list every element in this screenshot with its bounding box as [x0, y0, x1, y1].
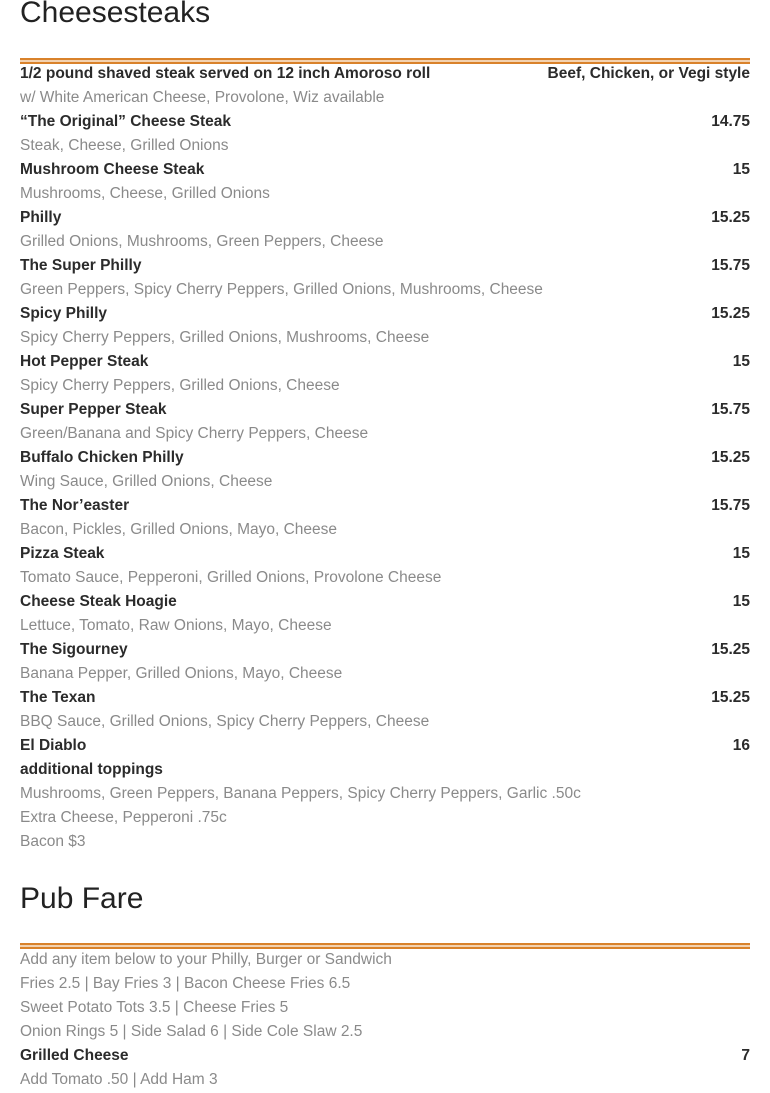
item-name: Pizza Steak — [20, 545, 105, 562]
topping-line: Extra Cheese, Pepperoni .75c — [20, 809, 227, 826]
item-description: Banana Pepper, Grilled Onions, Mayo, Cheese — [20, 665, 343, 682]
pub-fare-note: Sweet Potato Tots 3.5 | Cheese Fries 5 — [20, 999, 289, 1016]
item-name: Grilled Cheese — [20, 1047, 129, 1064]
section-title: Pub Fare — [20, 882, 144, 915]
item-description: Wing Sauce, Grilled Onions, Cheese — [20, 473, 273, 490]
item-description: Green Peppers, Spicy Cherry Peppers, Grilled Onions, Mushrooms, Cheese — [20, 281, 543, 298]
item-name: Buffalo Chicken Philly — [20, 449, 184, 466]
item-description: Lettuce, Tomato, Raw Onions, Mayo, Cheese — [20, 617, 332, 634]
topping-line: Mushrooms, Green Peppers, Banana Peppers, Spicy Cherry Peppers, Garlic .50c — [20, 785, 581, 802]
menu-item — [20, 638, 750, 686]
intro-row — [20, 62, 750, 86]
item-description: BBQ Sauce, Grilled Onions, Spicy Cherry Peppers, Cheese — [20, 713, 430, 730]
item-name: Hot Pepper Steak — [20, 353, 149, 370]
menu-item — [20, 686, 750, 734]
item-name: Philly — [20, 209, 62, 226]
item-price: 15 — [732, 545, 750, 562]
item-price: 15 — [732, 593, 750, 610]
menu-item — [20, 302, 750, 350]
item-name: The Super Philly — [20, 257, 142, 274]
pub-fare-note: Add any item below to your Philly, Burger or Sandwich — [20, 951, 392, 968]
menu-item — [20, 158, 750, 206]
item-name: Super Pepper Steak — [20, 401, 167, 418]
menu-item — [20, 494, 750, 542]
item-price: 15.25 — [711, 449, 750, 466]
item-description: Green/Banana and Spicy Cherry Peppers, Cheese — [20, 425, 369, 442]
item-description: Mushrooms, Cheese, Grilled Onions — [20, 185, 270, 202]
item-description: Add Tomato .50 | Add Ham 3 — [20, 1071, 218, 1088]
menu-item — [20, 398, 750, 446]
item-name: “The Original” Cheese Steak — [20, 113, 232, 130]
additional-toppings — [20, 758, 750, 854]
item-description: Steak, Cheese, Grilled Onions — [20, 137, 229, 154]
menu-item — [20, 350, 750, 398]
item-description: Bacon, Pickles, Grilled Onions, Mayo, Cheese — [20, 521, 338, 538]
section-title: Cheesesteaks — [20, 0, 211, 29]
item-name: Cheese Steak Hoagie — [20, 593, 177, 610]
item-description: Tomato Sauce, Pepperoni, Grilled Onions, Provolone Cheese — [20, 569, 442, 586]
menu-item — [20, 734, 750, 758]
menu-item — [20, 254, 750, 302]
item-price: 15.75 — [711, 497, 750, 514]
item-name: Spicy Philly — [20, 305, 108, 322]
menu-item — [20, 590, 750, 638]
menu-item — [20, 542, 750, 590]
intro-text: 1/2 pound shaved steak served on 12 inch Amoroso roll — [20, 65, 431, 82]
item-price: 15.25 — [711, 641, 750, 658]
item-price: 14.75 — [711, 113, 750, 130]
item-price: 15.25 — [711, 689, 750, 706]
toppings-heading: additional toppings — [20, 761, 163, 778]
item-price: 15 — [732, 161, 750, 178]
item-price: 15.25 — [711, 305, 750, 322]
menu-item — [20, 446, 750, 494]
item-name: The Nor’easter — [20, 497, 130, 514]
style-options: Beef, Chicken, or Vegi style — [547, 65, 750, 82]
item-price: 15.25 — [711, 209, 750, 226]
item-price: 15.75 — [711, 401, 750, 418]
item-name: El Diablo — [20, 737, 87, 754]
menu-item — [20, 110, 750, 158]
topping-line: Bacon $3 — [20, 833, 86, 850]
menu-item — [20, 206, 750, 254]
pub-fare-note: Fries 2.5 | Bay Fries 3 | Bacon Cheese Fries 6.5 — [20, 975, 351, 992]
item-price: 16 — [732, 737, 750, 754]
menu-item — [20, 1044, 750, 1092]
item-price: 15.75 — [711, 257, 750, 274]
item-price: 15 — [732, 353, 750, 370]
item-description: Spicy Cherry Peppers, Grilled Onions, Mushrooms, Cheese — [20, 329, 430, 346]
item-name: The Texan — [20, 689, 96, 706]
item-name: The Sigourney — [20, 641, 128, 658]
intro-description: w/ White American Cheese, Provolone, Wiz available — [20, 89, 385, 106]
item-description: Spicy Cherry Peppers, Grilled Onions, Cheese — [20, 377, 340, 394]
item-name: Mushroom Cheese Steak — [20, 161, 205, 178]
item-description: Grilled Onions, Mushrooms, Green Peppers, Cheese — [20, 233, 384, 250]
pub-fare-note: Onion Rings 5 | Side Salad 6 | Side Cole Slaw 2.5 — [20, 1023, 363, 1040]
item-price: 7 — [741, 1047, 750, 1064]
